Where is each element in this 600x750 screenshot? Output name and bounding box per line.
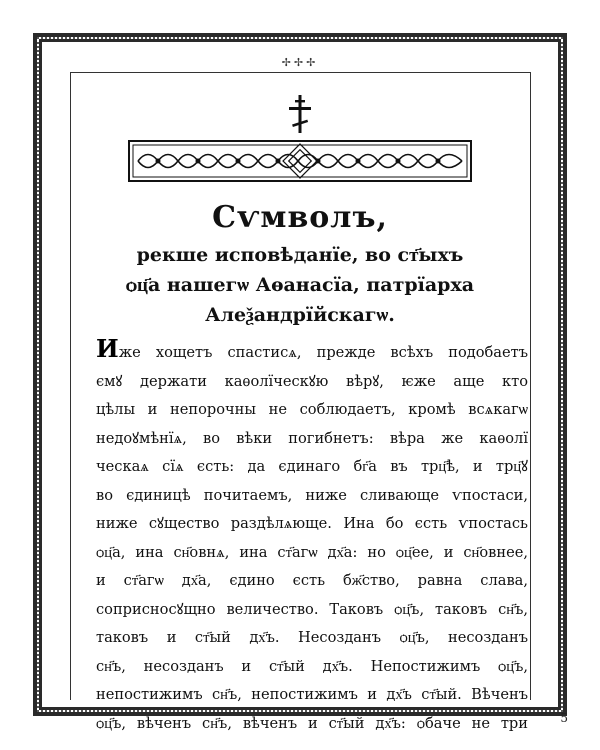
ornamental-headpiece <box>128 140 472 182</box>
text-line: ємꙋ держати каѳолїческꙋю вѣрꙋ, ѥже аще кто <box>96 372 528 390</box>
text-line: во єдиницѣ почитаемъ, ниже сливающе ѵпостаси, <box>96 486 528 504</box>
subtitle-line: ѻц҃а нашегѡ Аѳанасїа, патрїарха <box>125 274 475 296</box>
text-line <box>96 339 528 368</box>
text-line: ѻц҃ъ, вѣченъ сн҃ъ, вѣченъ и ст҃ый дх҃ъ: ѻбаче не три <box>96 714 528 732</box>
subtitle-line: Алеѯандрїйскагѡ. <box>205 304 395 326</box>
text-line: таковъ и ст҃ый дх҃ъ. Несозданъ ѻц҃ъ, несозданъ <box>96 629 528 646</box>
orthodox-cross-icon <box>286 95 314 133</box>
header-rule <box>70 72 530 73</box>
text-line: ческаѧ сїѧ єсть: да єдинаго бг҃а въ трц҃ѣ, и трц҃ꙋ <box>96 458 528 475</box>
text-line: недоꙋмѣнїѧ, во вѣки погибнетъ: вѣра же каѳолї <box>96 429 528 447</box>
left-margin-rule <box>70 72 71 700</box>
text-line: соприсносꙋщно величество. Таковъ ѻц҃ъ, таковъ сн҃ъ, <box>96 600 528 618</box>
page-subtitle <box>80 240 520 330</box>
page-title: Сѵмволъ, <box>212 200 388 235</box>
right-margin-rule <box>530 72 531 700</box>
page-number: 5 <box>560 711 568 725</box>
text-line: и ст҃агѡ дх҃а, єдино єсть бж҃ство, равна слава, <box>96 572 528 589</box>
text-line: ниже сꙋщество раздѣлѧюще. Ина бо єсть ѵпостась <box>96 515 528 532</box>
drop-initial: И <box>96 339 119 363</box>
text-line: сн҃ъ, несозданъ и ст҃ый дх҃ъ. Непостижимъ ѻц҃ъ, <box>96 657 528 675</box>
text-line-content: же хощетъ спастисѧ, прежде всѣхъ подобаетъ <box>118 344 528 361</box>
text-line: ѻц҃а, ина сн҃овнѧ, ина ст҃агѡ дх҃а: но ѻц҃ее, и сн҃овнее, <box>96 543 528 561</box>
text-line: цѣлы и непорочны не соблюдаетъ, кромѣ всѧкагѡ <box>96 401 528 418</box>
creed-body-text <box>96 339 528 738</box>
text-line: непостижимъ сн҃ъ, непостижимъ и дх҃ъ ст҃ый. Вѣченъ <box>96 686 528 703</box>
subtitle-line: рекше исповѣданїе, во ст҃ыхъ <box>136 244 464 266</box>
header-ornament-mark: ✢✢✢ <box>281 56 319 69</box>
